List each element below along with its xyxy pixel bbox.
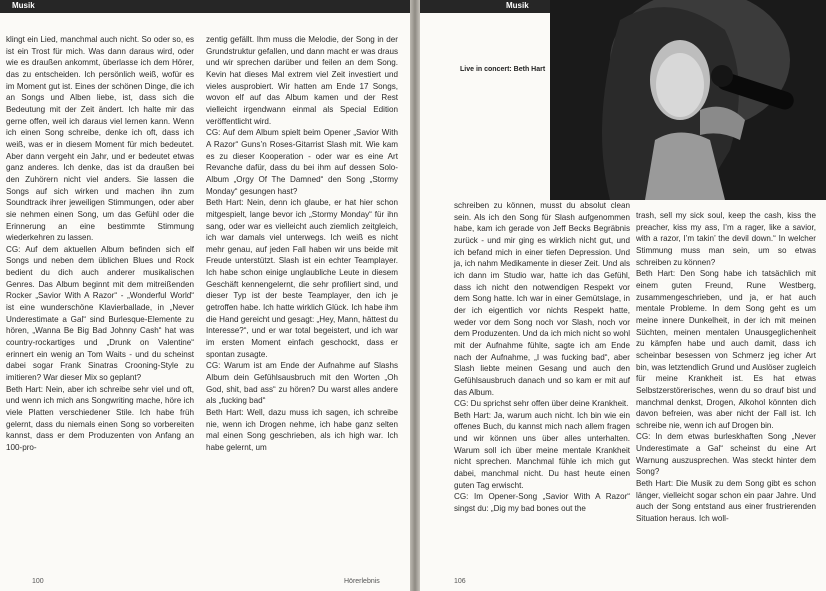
photo-caption: Live in concert: Beth Hart (460, 66, 546, 73)
right-section-header (420, 0, 550, 13)
right-section-title: Musik (506, 1, 529, 10)
left-footer-label: Hörerlebnis (344, 578, 380, 585)
paragraph: Beth Hart: Die Musik zu dem Song gibt es schon länger, vielleicht sogar schon ein paar Jahre. Und auch der Song entstand aus einer frustrierenden Situation heraus. Ich woll- (636, 479, 816, 524)
paragraph: Beth Hart: Den Song habe ich tatsächlich mit einem guten Freund, Rune Westberg, zusammengeschrieben, und ja, er hat auch mentale Probleme. In dem Song geht es um meine innere Dunkelheit, in der ich mit meinen Süchten, meinen mentalen Unausgeglichenheit zu kämpfen habe und auch damit, dass ich scheinbar besessen von Schmerz jeg icher Art bin, was letztendlich Grund und Auslöser zugleich für meine Krankheit ist. Es hat etwas Selbstzerstörerisches, wenn du so drauf bist und manchmal denkst, Drogen, Alkohol könnten dich davon befreien, was aber nicht der Fall ist. Ich schreibe nie, wenn ich auf Drogen bin. (636, 269, 816, 430)
left-page-number: 100 (32, 578, 44, 585)
paragraph: Beth Hart: Well, dazu muss ich sagen, ich schreibe nie, wenn ich Drogen nehme, ich habe ganz selten mal einen Song geschrieben, als ich high war. Ich habe gelernt, um (206, 408, 398, 452)
right-column-2 (636, 210, 816, 525)
paragraph: CG: Auf dem aktuellen Album befinden sich elf Songs und neben dem üblichen Blues und Rock bedient du dich auch anderer musikalischen Genres. Das Album beginnt mit dem mitreißenden Rocker „Savior With A Razor“ - „Wonderful World“ ist eine wunderschöne Klavierballade, in „Never Underestimate a Gal“ sind Burlesque-Elemente zu hören, „Wanna Be Big Bad Johnny Cash“ hat was country-rockartiges und „Drunk on Valentine“ erinnert ein wenig an Tom Waits - und du scheinst dabei sogar Frank Sinatras Crooning-Style zu imitieren? War dieser Mix so geplant? (6, 244, 194, 383)
paragraph: zentig gefällt. Ihm muss die Melodie, der Song in der Grundstruktur gefallen, und dann macht er was draus und wir sprechen darüber und feilen an dem Song. Kevin hat dieses Mal extrem viel Zeit investiert und vieles ausprobiert. Wir hatten am Ende 17 Songs, wovon elf auf das Album kamen und der Rest vielleicht irgendwann einmal als Special Edition veröffentlicht wird. (206, 35, 398, 126)
left-section-title: Musik (12, 1, 35, 10)
left-page (0, 0, 410, 591)
paragraph: schreiben zu können, musst du absolut clean sein. Als ich den Song für Slash aufgenommen habe, kam ich gerade von Jeff Becks Begräbnis zurück - und mir ging es wirklich nicht gut, und ich befand mich in einer tiefen Depression. Und ja, ich nahm Medikamente in dieser Zeit. Und als ich dann im Studio war, hatte ich das Gefühl, dass ich nicht den notwendigen Respekt vor dem Song hatte. Ich war in einer Gemütslage, in der ich eigentlich vor nichts Respekt hatte, weder vor dem Song noch vor Slash, noch vor dem Produzenten. Und da ich mich nicht so wohl mit der Aufnahme fühlte, sagte ich am Ende nach der Aufnahme, „I was fucking bad“, aber Slash liebte meinen Gesang und auch den Gefühlsausbruch danach und so kam er mit auf das Album. (454, 201, 630, 397)
paragraph: klingt ein Lied, manchmal auch nicht. So oder so, es ist ein Trost für mich. Was dann daraus wird, oder wie es draußen ankommt, überlasse ich dem Hörer, das zu entscheiden. Ich persönlich weiß, wofür es im Moment gut ist. Eines der schönen Dinge, die ich an Songs und Alben liebe, ist, dass sich die Bedeutung mit der Zeit ändert. Ich halte mir das gerne offen, weil ich daraus viel lernen kann. Wenn ich einen Song schreibe, denke ich oft, dass ich weiß, was er in diesem Moment für mich bedeutet. Aber dann vergeht ein Jahr, und er bedeutet etwas ganz anderes. Ich denke, das ist da draußen bei den Zuhörern nicht viel anders. Sie lassen die Songs auf sich wirken und machen ihn zum Soundtrack ihrer jeweiligen Stimmungen, oder aber sie nehmen einen Song, um das Gefühl oder die Erinnerung an eine bestimmte Stimmung wiederkehren zu lassen. (6, 35, 194, 243)
left-column-2 (206, 34, 398, 454)
paragraph: Beth Hart: Ja, warum auch nicht. Ich bin wie ein offenes Buch, du kannst mich nach allem fragen und wir können uns über alles unterhalten. Warum soll ich über meine mentale Krankheit nicht sprechen. Manchmal fühle ich mich gut dabei, manchmal nicht. Du hast heute einen guten Tag erwischt. (454, 410, 630, 490)
paragraph: trash, sell my sick soul, keep the cash, kiss the preacher, kiss my ass, I’m a rager, like a savior, with a razor, I’m takin’ the devil down.“ In welcher Stimmung muss man sein, um so etwas schreiben zu können? (636, 211, 816, 267)
paragraph: CG: Auf dem Album spielt beim Opener „Savior With A Razor“ Guns’n Roses-Gitarrist Slash mit. Wie kam es zu dieser Kooperation - oder war es eine Art Revanche dafür, dass du bei ihm auf dessen Solo-Album „Orgy Of The Damned“ den Song „Stormy Monday“ gesungen hast? (206, 128, 398, 196)
book-gutter (410, 0, 420, 591)
right-page-number: 106 (454, 578, 466, 585)
paragraph: Beth Hart: Nein, denn ich glaube, er hat hier schon mitgespielt, lange bevor ich „Stormy Monday“ für ihn sang, oder war es vielleicht auch ziemlich zeitgleich, ich war damals viel unterwegs. Ich weiß es nicht mehr genau, auf jeden Fall haben wir uns beide mit Freude unterstützt. Slash ist ein echter Teamplayer. Ich habe schon einige unglaubliche Leute in diesem Geschäft kennengelernt, die sehr profiliert sind, und dieser Typ ist der beste Teamplayer, den ich je getroffen habe. Ich hatte wirklich Glück. Ich habe ihm die Hand gereicht und gesagt: „Hey, Mann, hättest du Interesse?“, und er war total begeistert, und ich war im ersten Moment einfach geschockt, dass er spontan zusagte. (206, 198, 398, 359)
singer-illustration (550, 0, 826, 200)
paragraph: CG: Im Opener-Song „Savior With A Razor“ singst du: „Dig my bad bones out the (454, 492, 630, 514)
concert-photo (550, 0, 826, 200)
paragraph: CG: In dem etwas burleskhaften Song „Never Underestimate a Gal“ scheinst du eine Art Warnung auszusprechen. Was steckt hinter dem Song? (636, 432, 816, 477)
paragraph: CG: Warum ist am Ende der Aufnahme auf Slashs Album dein Gefühlsausbruch mit den Worten „Oh God, shit, bad ass“ zu hören? Du warst alles andere als „fucking bad“ (206, 361, 398, 406)
paragraph: CG: Du sprichst sehr offen über deine Krankheit. (454, 399, 629, 409)
paragraph: Beth Hart: Nein, aber ich schreibe sehr viel und oft, und wenn ich mich ans Songwriting mache, höre ich viele Platten verschiedener Stile. Ich habe früh gelernt, dass du niemals einen Song so vorbereiten kannst, dass er dem Produzenten von Anfang an 100-pro- (6, 384, 194, 452)
left-column-1 (6, 34, 194, 454)
left-section-header (0, 0, 410, 13)
right-column-1 (454, 200, 630, 515)
